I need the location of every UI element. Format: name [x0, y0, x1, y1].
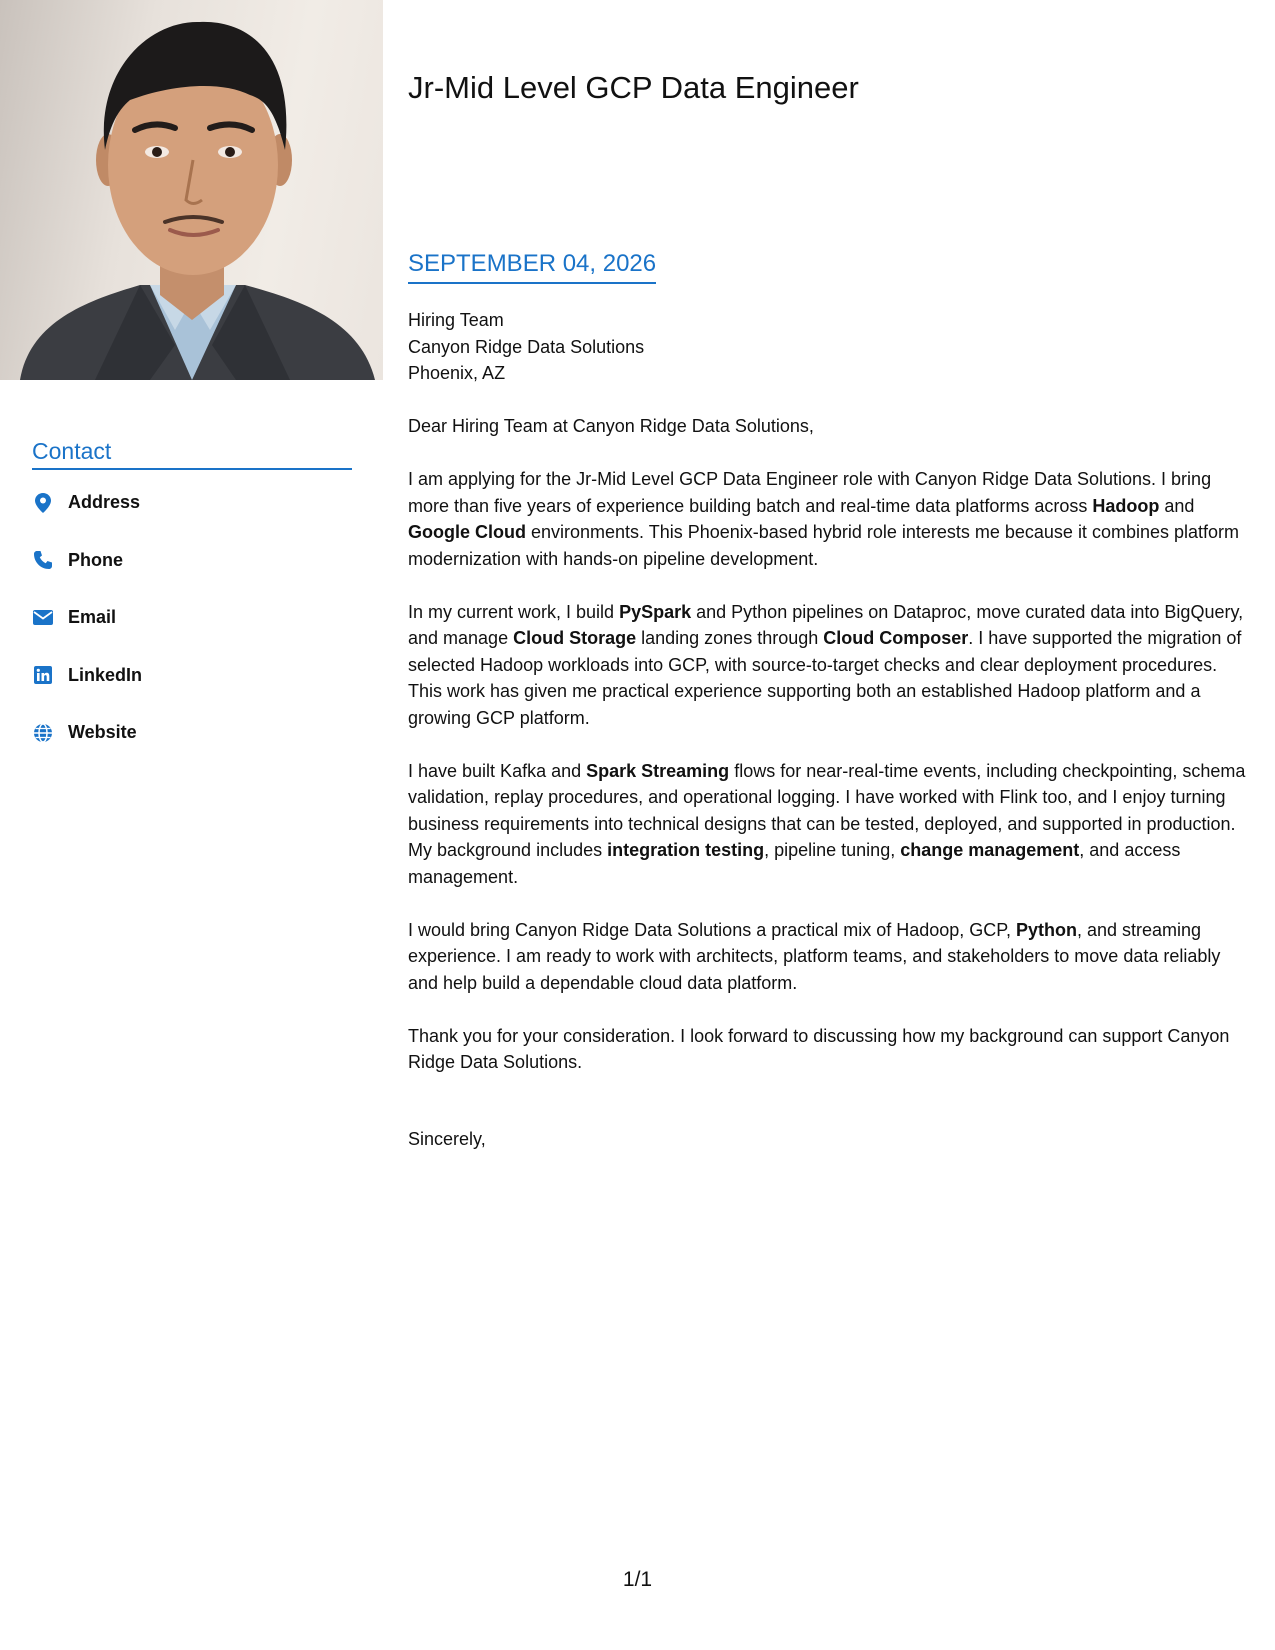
sidebar — [32, 436, 352, 768]
contact-item-website[interactable] — [32, 710, 352, 768]
p3-text-3: , pipeline tuning, — [764, 840, 901, 860]
p3-bold-2: integration testing — [607, 840, 765, 860]
salutation: Dear Hiring Team at Canyon Ridge Data Solutions, — [408, 416, 814, 436]
profile-photo — [0, 0, 383, 380]
paragraph-3 — [408, 758, 1253, 891]
phone-icon — [32, 549, 54, 571]
contact-label-email: Email — [68, 607, 117, 628]
envelope-icon — [32, 607, 54, 629]
contact-item-linkedin[interactable] — [32, 653, 352, 711]
p1-text-3: environments. This Phoenix-based hybrid role interests me because it combines platform modernization with hands-on pipeline development. — [408, 522, 1239, 569]
paragraph-2 — [408, 599, 1253, 732]
contact-item-email[interactable] — [32, 595, 352, 653]
contact-label-address: Address — [68, 492, 141, 513]
p3-text-4: , and access management. — [408, 840, 1181, 887]
p3-bold-1: Spark Streaming — [586, 760, 730, 781]
contact-list — [32, 480, 352, 768]
paragraph-1 — [408, 466, 1253, 572]
linkedin-icon — [32, 664, 54, 686]
contact-label-phone: Phone — [68, 549, 124, 570]
p1-text-2: and — [1159, 495, 1195, 516]
p1-bold-1: Hadoop — [1092, 495, 1160, 516]
p2-bold-2: Cloud Storage — [513, 628, 637, 648]
p1-bold-2: Google Cloud — [408, 522, 526, 542]
map-pin-icon — [32, 492, 54, 514]
globe-icon — [32, 722, 54, 744]
p4-bold-1: Python — [1016, 919, 1077, 940]
recipient-line-2: Canyon Ridge Data Solutions — [408, 336, 645, 357]
p2-text-2: and Python pipelines on Dataproc, move curated data into BigQuery, and manage — [408, 601, 1244, 648]
closing: Sincerely, — [408, 1129, 486, 1149]
contact-label-website: Website — [68, 722, 137, 743]
letter-date: SEPTEMBER 04, 2026 — [408, 248, 656, 284]
recipient-block — [408, 307, 644, 387]
page-number: 1/1 — [622, 1568, 653, 1591]
contact-item-address[interactable] — [32, 480, 352, 538]
date-block — [408, 248, 656, 284]
contact-heading: Contact — [32, 436, 352, 470]
p2-bold-1: PySpark — [619, 601, 692, 622]
p1-text-1: I am applying for the Jr-Mid Level GCP Data Engineer role with Canyon Ridge Data Solutions. I bring more than five years of experience building batch and real-time data platforms across — [408, 469, 1212, 516]
letter-body — [408, 413, 1253, 1102]
p3-text-2: flows for near-real-time events, including checkpointing, schema validation, replay procedures, and operational logging. I have worked with Flink too, and I enjoy turning business requirements into technical designs that can be tested, deployed, and supported in production. My background includes — [408, 760, 1246, 860]
contact-item-phone[interactable] — [32, 538, 352, 596]
p4-text-1: I would bring Canyon Ridge Data Solutions a practical mix of Hadoop, GCP, — [408, 919, 1016, 940]
p2-text-4: . I have supported the migration of selected Hadoop workloads into GCP, with source-to-target checks and clear deployment procedures. This work has given me practical experience supporting both an established Hadoop platform and a growing GCP platform. — [408, 628, 1242, 728]
paragraph-5: Thank you for your consideration. I look forward to discussing how my background can support Canyon Ridge Data Solutions. — [408, 1025, 1230, 1072]
p2-text-1: In my current work, I build — [408, 601, 620, 622]
recipient-line-1: Hiring Team — [408, 310, 504, 330]
p3-text-1: I have built Kafka and — [408, 760, 587, 781]
p4-text-2: , and streaming experience. I am ready to work with architects, platform teams, and stakeholders to move data reliably and help build a dependable cloud data platform. — [408, 919, 1221, 993]
paragraph-4 — [408, 917, 1253, 997]
job-title: Jr-Mid Level GCP Data Engineer — [408, 70, 859, 105]
contact-label-linkedin: LinkedIn — [68, 664, 143, 685]
p2-bold-3: Cloud Composer — [823, 628, 969, 648]
p3-bold-3: change management — [900, 840, 1080, 860]
p2-text-3: landing zones through — [636, 628, 824, 648]
recipient-line-3: Phoenix, AZ — [408, 363, 506, 383]
